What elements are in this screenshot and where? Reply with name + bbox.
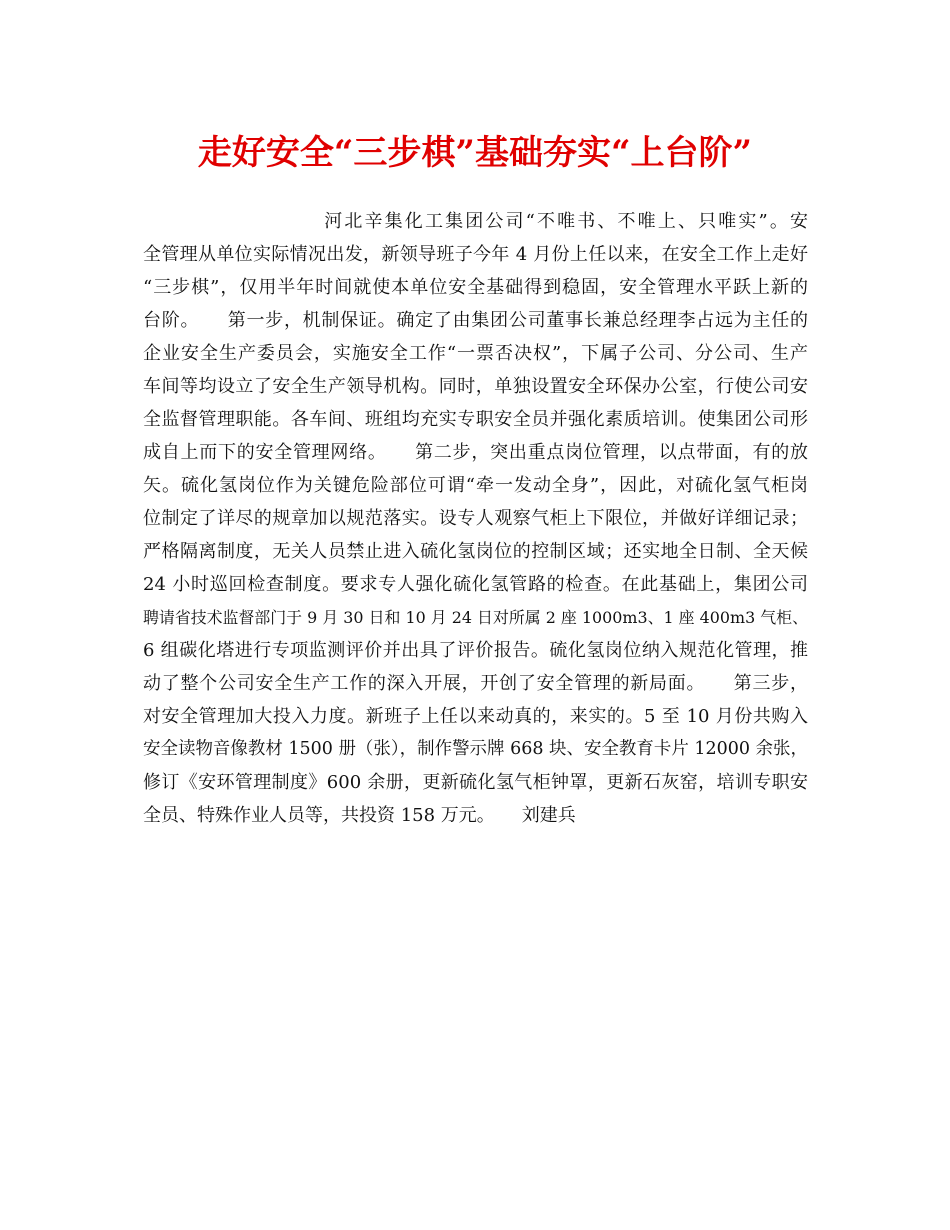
body-line: 位制定了详尽的规章加以规范落实。设专人观察气柜上下限位，并做好详细记录；: [143, 508, 808, 529]
body-line: 台阶。 第一步，机制保证。确定了由集团公司董事长兼总经理李占远为主任的: [143, 310, 808, 331]
article-body: [143, 205, 808, 832]
body-line: “三步棋”，仅用半年时间就使本单位安全基础得到稳固，安全管理水平跃上新的: [143, 277, 808, 298]
body-line: 动了整个公司安全生产工作的深入开展，开创了安全管理的新局面。 第三步，: [143, 673, 808, 694]
document-title: 走好安全“三步棋”基础夯实“上台阶”: [197, 133, 753, 173]
body-line: 全管理从单位实际情况出发，新领导班子今年 4 月份上任以来，在安全工作上走好: [143, 244, 808, 265]
body-line: 企业安全生产委员会，实施安全工作“一票否决权”，下属子公司、分公司、生产: [143, 343, 808, 364]
body-line: 河北辛集化工集团公司“不唯书、不唯上、只唯实”。安: [143, 211, 808, 232]
body-line: 修订《安环管理制度》600 余册，更新硫化氢气柜钟罩，更新石灰窑，培训专职安: [143, 772, 808, 793]
body-line: 24 小时巡回检查制度。要求专人强化硫化氢管路的检查。在此基础上，集团公司: [143, 574, 808, 595]
body-line: 严格隔离制度，无关人员禁止进入硫化氢岗位的控制区域；还实地全日制、全天候: [143, 541, 808, 562]
body-line: 聘请省技术监督部门于 9 月 30 日和 10 月 24 日对所属 2 座 1000m3、1 座 400m3 气柜、: [143, 608, 808, 627]
body-line: 对安全管理加大投入力度。新班子上任以来动真的，来实的。5 至 10 月份共购入: [143, 706, 808, 727]
body-line: 6 组碳化塔进行专项监测评价并出具了评价报告。硫化氢岗位纳入规范化管理，推: [143, 640, 808, 661]
body-line: 车间等均设立了安全生产领导机构。同时，单独设置安全环保办公室，行使公司安: [143, 376, 808, 397]
body-line: 全监督管理职能。各车间、班组均充实专职安全员并强化素质培训。使集团公司形: [143, 409, 808, 430]
body-line: 成自上而下的安全管理网络。 第二步，突出重点岗位管理，以点带面，有的放: [143, 442, 808, 463]
body-line: 矢。硫化氢岗位作为关键危险部位可谓“牵一发动全身”，因此，对硫化氢气柜岗: [143, 475, 808, 496]
body-line-final: 全员、特殊作业人员等，共投资 158 万元。 刘建兵: [143, 805, 576, 826]
body-line: 安全读物音像教材 1500 册（张），制作警示牌 668 块、安全教育卡片 12000 余张，: [143, 739, 808, 759]
